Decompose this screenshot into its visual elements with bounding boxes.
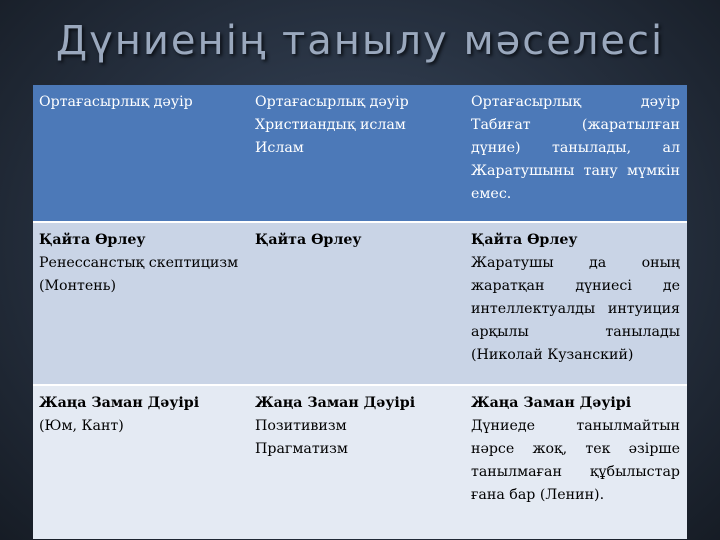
table-cell xyxy=(249,85,465,222)
table-row xyxy=(33,85,687,222)
cell-text: Ортағасырлық дәуір xyxy=(39,94,193,110)
table-cell xyxy=(249,222,465,385)
cell-text: Ренессанстық скептицизм (Монтень) xyxy=(39,255,239,294)
cell-title: Жаңа Заман Дәуірі xyxy=(255,395,416,411)
table-cell xyxy=(465,85,687,222)
comparison-table xyxy=(33,85,687,539)
cell-text: (Юм, Кант) xyxy=(39,418,124,434)
table-cell xyxy=(33,385,249,539)
cell-text: Ортағасырлық дәуір Табиғат (жаратылған дүние) танылады, ал Жаратушыны тану мүмкін емес. xyxy=(471,94,680,202)
table-cell xyxy=(33,222,249,385)
cell-title: Жаңа Заман Дәуірі xyxy=(39,395,200,411)
cell-text: Ортағасырлық дәуір Христиандық ислам Ислам xyxy=(255,94,409,156)
table-cell xyxy=(465,222,687,385)
table-cell xyxy=(249,385,465,539)
slide-title: Дүниенің танылу мәселесі xyxy=(55,18,665,64)
cell-title: Қайта Өрлеу xyxy=(255,232,362,248)
table-cell xyxy=(465,385,687,539)
table-row xyxy=(33,385,687,539)
cell-text: Жаратушы да оның жаратқан дүниесі де интеллектуалды интуиция арқылы танылады (Николай Кузанский) xyxy=(471,255,680,363)
table-row xyxy=(33,222,687,385)
cell-text: Позитивизм Прагматизм xyxy=(255,418,348,457)
table-cell xyxy=(33,85,249,222)
cell-text: Дүниеде танылмайтын нәрсе жоқ, тек әзірше танылмаған құбылыстар ғана бар (Ленин). xyxy=(471,418,680,503)
cell-title: Қайта Өрлеу xyxy=(39,232,146,248)
cell-title: Қайта Өрлеу xyxy=(471,232,578,248)
cell-title: Жаңа Заман Дәуірі xyxy=(471,395,632,411)
